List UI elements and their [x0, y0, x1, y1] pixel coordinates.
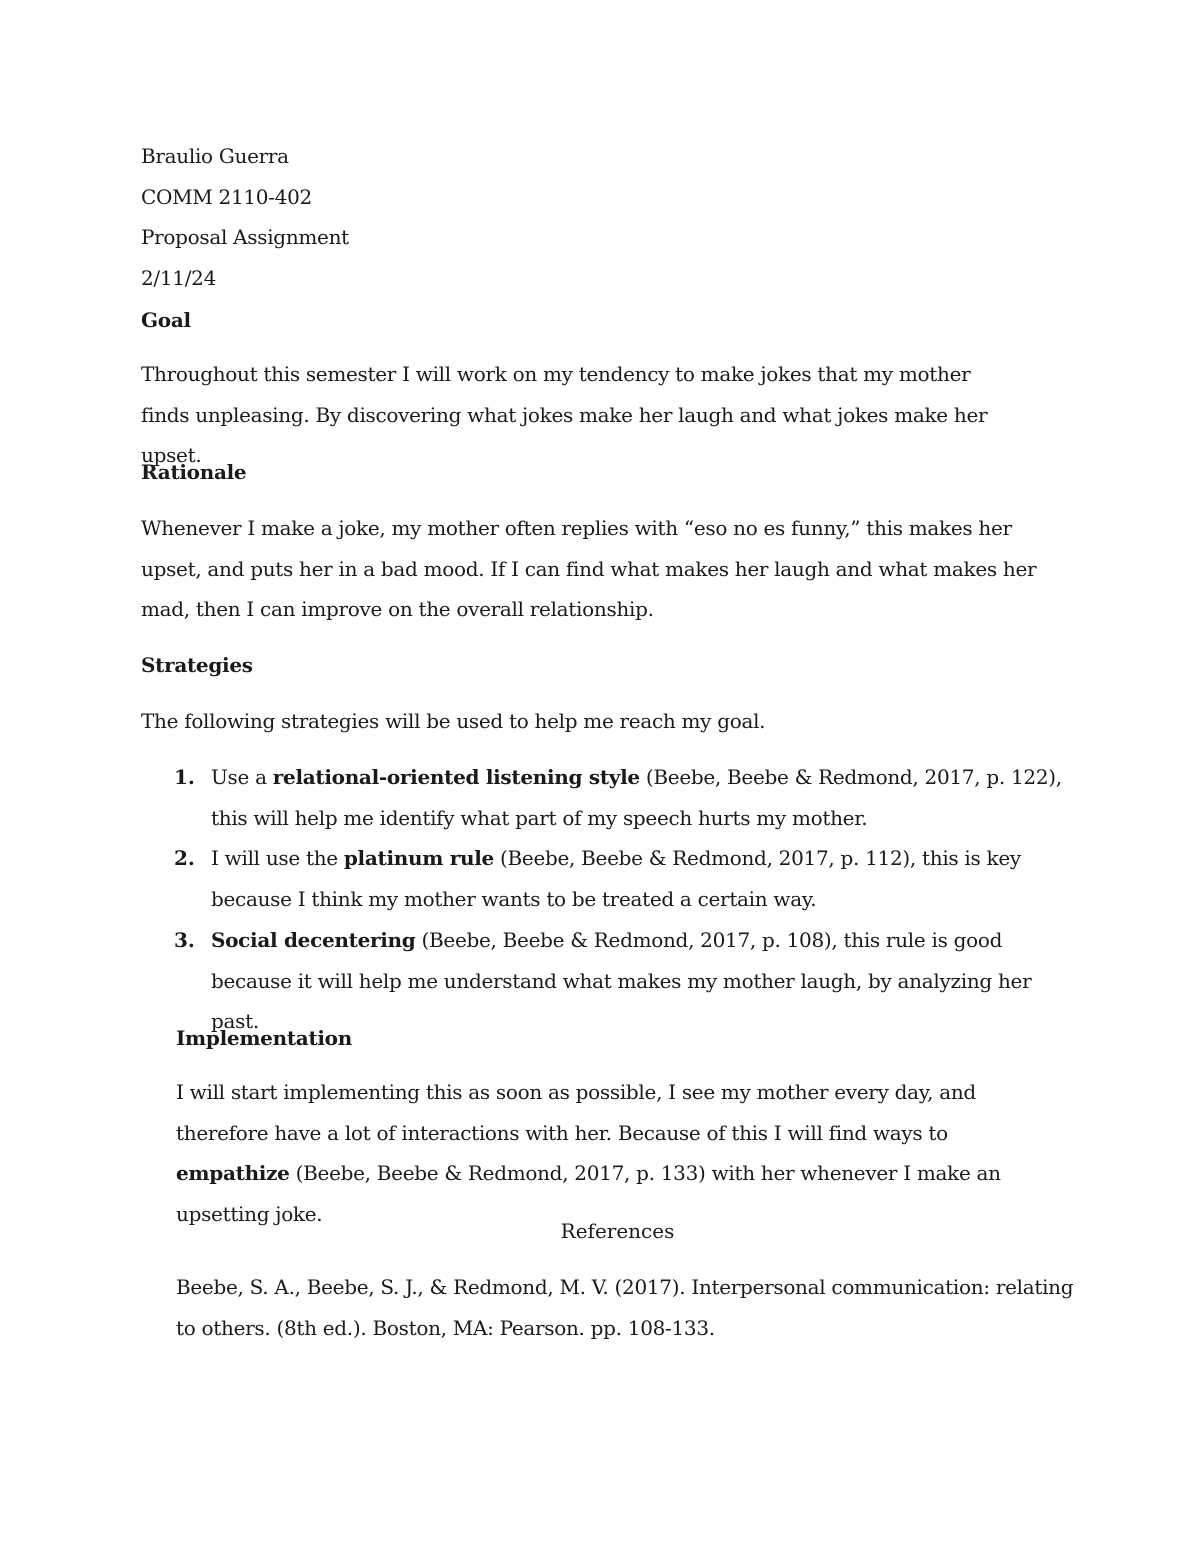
rationale-heading: Rationale	[141, 460, 247, 484]
document-date: 2/11/24	[141, 266, 216, 290]
list-item-text: Use a relational-oriented listening style (Beebe, Beebe & Redmond, 2017, p. 122), this will help me identify what part of my speech hurts my mother.	[211, 765, 1062, 830]
author-name: Braulio Guerra	[141, 144, 289, 168]
key-term: Social decentering	[211, 928, 416, 952]
goal-paragraph: Throughout this semester I will work on my tendency to make jokes that my mother finds unpleasing. By discovering what jokes make her laugh and what jokes make her upset.	[141, 362, 988, 467]
references-heading: References	[560, 1219, 675, 1243]
key-term: platinum rule	[343, 846, 494, 870]
list-item-text: I will use the platinum rule (Beebe, Beebe & Redmond, 2017, p. 112), this is key because I think my mother wants to be treated a certain way.	[211, 846, 1021, 911]
implementation-heading: Implementation	[176, 1026, 352, 1050]
strategies-heading: Strategies	[141, 653, 253, 677]
list-item-text: Social decentering (Beebe, Beebe & Redmond, 2017, p. 108), this rule is good because it will help me understand what makes my mother laugh, by analyzing her past.	[211, 928, 1032, 1033]
list-number: 2.	[174, 846, 195, 870]
key-term: empathize	[176, 1161, 290, 1185]
list-number: 3.	[174, 928, 195, 952]
assignment-title: Proposal Assignment	[141, 225, 349, 249]
reference-entry: Beebe, S. A., Beebe, S. J., & Redmond, M. V. (2017). Interpersonal communication: relating to others. (8th ed.). Boston, MA: Pearson. pp. 108-133.	[176, 1275, 1074, 1340]
list-number: 1.	[174, 765, 195, 789]
key-term: relational-oriented listening style	[272, 765, 640, 789]
course-code: COMM 2110-402	[141, 185, 312, 209]
implementation-paragraph: I will start implementing this as soon as possible, I see my mother every day, and therefore have a lot of interactions with her. Because of this I will find ways to empathize (Beebe, Beebe & Redmond, 2017, p. 133) with her whenever I make an upsetting joke.	[176, 1080, 1001, 1226]
strategies-intro: The following strategies will be used to help me reach my goal.	[141, 709, 766, 733]
goal-heading: Goal	[141, 308, 191, 332]
rationale-paragraph: Whenever I make a joke, my mother often replies with “eso no es funny,” this makes her upset, and puts her in a bad mood. If I can find what makes her laugh and what makes her mad, then I can improve on the overall relationship.	[141, 516, 1037, 621]
